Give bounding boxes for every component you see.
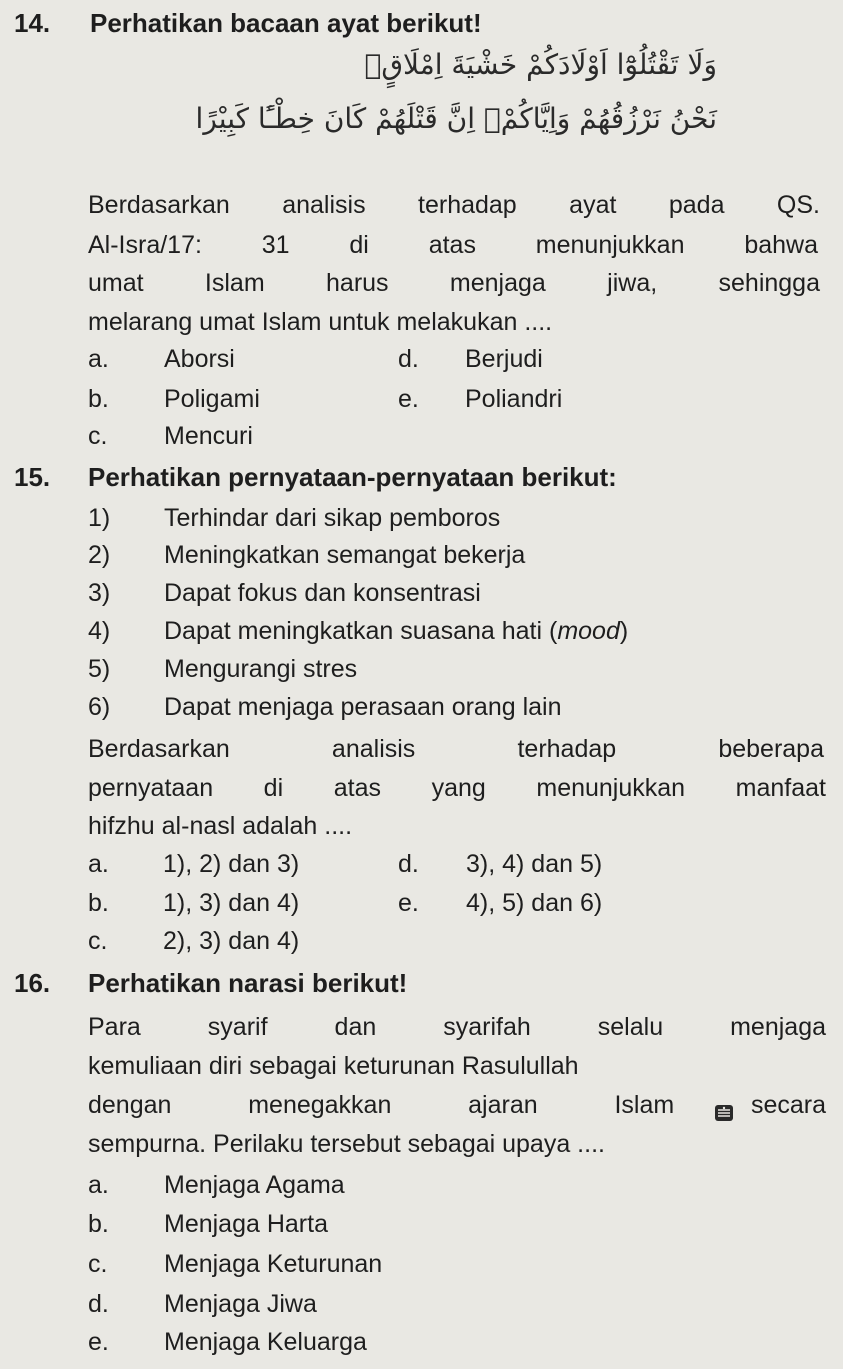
q16-narrative-line-2: kemuliaan diri sebagai keturunan Rasulullah	[88, 1052, 579, 1080]
q15-stem-line-2: pernyataan di atas yang menunjukkan manfaat	[88, 774, 826, 802]
q15-option-b: 1), 3) dan 4)	[163, 889, 300, 917]
question-14-number: 14.	[14, 8, 51, 38]
q16-option-c-letter: c.	[88, 1250, 108, 1278]
statement-3-number: 3)	[88, 579, 111, 607]
statement-2: Meningkatkan semangat bekerja	[164, 541, 526, 569]
q16-narrative-line-1: Para syarif dan syarifah selalu menjaga	[88, 1013, 826, 1041]
q16-option-d: Menjaga Jiwa	[164, 1290, 317, 1318]
q15-option-e-letter: e.	[398, 889, 419, 917]
q14-option-e-letter: e.	[398, 385, 419, 413]
statement-4	[164, 616, 628, 646]
q14-stem-line-1: Berdasarkan analisis terhadap ayat pada QS.	[88, 191, 820, 219]
statement-5: Mengurangi stres	[164, 655, 358, 683]
statement-5-number: 5)	[88, 655, 111, 683]
q14-option-a: Aborsi	[164, 345, 235, 373]
q16-option-a: Menjaga Agama	[164, 1171, 345, 1199]
q14-option-d: Berjudi	[465, 345, 543, 373]
q15-stem-line-3: hifzhu al-nasl adalah ....	[88, 812, 353, 840]
statement-1: Terhindar dari sikap pemboros	[164, 504, 501, 532]
q16-option-c: Menjaga Keturunan	[164, 1250, 383, 1278]
q14-option-b: Poligami	[164, 385, 260, 413]
q14-option-c-letter: c.	[88, 422, 108, 450]
statement-2-number: 2)	[88, 541, 111, 569]
statement-6-number: 6)	[88, 693, 111, 721]
q14-option-a-letter: a.	[88, 345, 109, 373]
q15-stem-line-1: Berdasarkan analisis terhadap beberapa	[88, 735, 824, 763]
q15-option-e: 4), 5) dan 6)	[466, 889, 603, 917]
q16-option-b: Menjaga Harta	[164, 1210, 328, 1238]
q16-option-e: Menjaga Keluarga	[164, 1328, 367, 1356]
q16-narrative-line-3: dengan menegakkan ajaran Islam secara	[88, 1091, 826, 1119]
arabic-verse-line-1: وَلَا تَقْتُلُوْٓا اَوْلَادَكُمْ خَشْيَةَ اِمْلَاقٍۗ	[364, 48, 717, 81]
q16-option-b-letter: b.	[88, 1210, 109, 1238]
statement-4-close: )	[619, 617, 629, 645]
question-14-title: Perhatikan bacaan ayat berikut!	[90, 8, 482, 38]
q16-option-a-letter: a.	[88, 1171, 109, 1199]
arabic-verse-line-2: نَحْنُ نَرْزُقُهُمْ وَاِيَّاكُمْۗ اِنَّ قَتْلَهُمْ كَانَ خِطْـًٔا كَبِيْرًا	[195, 102, 717, 135]
q14-option-e: Poliandri	[465, 385, 563, 413]
statement-1-number: 1)	[88, 504, 111, 532]
q14-stem-line-3: umat Islam harus menjaga jiwa, sehingga	[88, 269, 820, 297]
question-16-number: 16.	[14, 968, 51, 998]
q14-stem-line-2: Al-Isra/17: 31 di atas menunjukkan bahwa	[88, 231, 818, 259]
q15-option-d: 3), 4) dan 5)	[466, 850, 603, 878]
q15-option-b-letter: b.	[88, 889, 109, 917]
q15-option-a-letter: a.	[88, 850, 109, 878]
statement-3: Dapat fokus dan konsentrasi	[164, 579, 481, 607]
question-15-number: 15.	[14, 462, 51, 492]
statement-4-text: Dapat meningkatkan suasana hati (	[164, 617, 558, 645]
q14-option-d-letter: d.	[398, 345, 419, 373]
q16-option-e-letter: e.	[88, 1328, 109, 1356]
statement-6: Dapat menjaga perasaan orang lain	[164, 693, 562, 721]
question-15-title: Perhatikan pernyataan-pernyataan berikut:	[88, 462, 617, 492]
q15-option-d-letter: d.	[398, 850, 419, 878]
q15-option-c-letter: c.	[88, 927, 108, 955]
statement-4-number: 4)	[88, 617, 111, 645]
question-16-title: Perhatikan narasi berikut!	[88, 968, 408, 998]
statement-4-italic: mood	[557, 617, 620, 645]
q15-option-c: 2), 3) dan 4)	[163, 927, 300, 955]
q16-narrative-line-4: sempurna. Perilaku tersebut sebagai upaya ....	[88, 1130, 605, 1158]
q15-option-a: 1), 2) dan 3)	[163, 850, 300, 878]
q16-option-d-letter: d.	[88, 1290, 109, 1318]
q14-option-b-letter: b.	[88, 385, 109, 413]
q14-option-c: Mencuri	[164, 422, 253, 450]
q14-stem-line-4: melarang umat Islam untuk melakukan ....	[88, 308, 553, 336]
